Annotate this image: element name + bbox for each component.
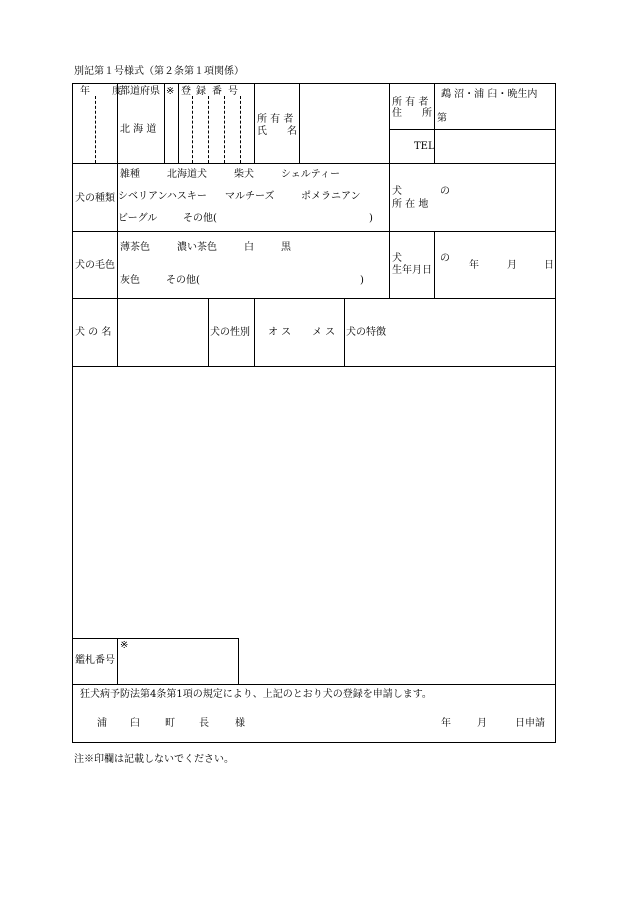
sex-label: 犬の性別 [210, 327, 250, 338]
color-label: 犬の毛色 [75, 260, 115, 271]
breed-option: 柴犬 [234, 169, 254, 180]
tag-label: 鑑札番号 [75, 655, 115, 666]
breed-option: シベリアンハスキー [118, 191, 207, 202]
addressee-char: 浦 [97, 718, 107, 729]
dashed-divider [240, 96, 241, 163]
application-day: 日申請 [515, 718, 545, 729]
color-option: 濃い茶色 [177, 242, 217, 253]
owner-address-label: 所 有 者 [392, 97, 429, 108]
breed-option: マルチーズ [225, 191, 275, 202]
reg-char: 登 [181, 86, 191, 97]
color-other-close: ) [360, 275, 364, 286]
kome-mark: ※ [166, 86, 175, 97]
col-divider [117, 638, 118, 685]
nendo-label: 年 度 [80, 86, 128, 97]
reg-char: 号 [228, 86, 238, 97]
owner-name-label: 所 有 者 [257, 114, 294, 125]
col-divider [164, 83, 165, 163]
addressee-char: 様 [235, 718, 245, 729]
addressee-char: 長 [199, 718, 209, 729]
col-divider [254, 298, 255, 366]
breed-option: シェルティー [281, 169, 340, 180]
tag-kome: ※ [120, 640, 129, 651]
dashed-divider [192, 96, 193, 163]
tel-label: TEL [414, 141, 435, 152]
color-option: 灰色 [120, 275, 140, 286]
dashed-divider [95, 96, 96, 163]
birth-label: 生年月日 [392, 265, 432, 276]
addressee-char: 町 [165, 718, 175, 729]
sex-female: メ ス [312, 327, 336, 338]
breed-option: ビーグル [118, 213, 158, 224]
birth-month: 月 [507, 260, 517, 271]
application-statement: 狂犬病予防法第4条第1項の規定により、上記のとおり犬の登録を申請します。 [80, 689, 432, 700]
breed-other: その他( [183, 213, 217, 224]
breed-label: 犬の種類 [75, 193, 115, 204]
reg-char: 番 [212, 86, 222, 97]
dashed-divider [224, 96, 225, 163]
row-divider [72, 231, 556, 232]
color-option: 黒 [281, 242, 291, 253]
row-divider [72, 163, 556, 164]
col-divider [344, 298, 345, 366]
dog-name-label: 犬 の 名 [75, 327, 112, 338]
col-divider [208, 298, 209, 366]
breed-option: ポメラニアン [301, 191, 361, 202]
prefecture-label: 都道府県 [120, 86, 160, 97]
color-option: 薄茶色 [120, 242, 150, 253]
color-other: その他( [166, 275, 200, 286]
prefecture-value: 北 海 道 [120, 124, 157, 135]
tel-divider [389, 129, 556, 130]
application-month: 月 [477, 718, 487, 729]
col-divider [389, 83, 390, 298]
breed-option: 北海道犬 [167, 169, 207, 180]
location-label: 所 在 地 [392, 199, 429, 210]
dashed-divider [208, 96, 209, 163]
form-title: 別記第１号様式（第２条第１項関係） [74, 66, 244, 77]
birth-year: 年 [469, 260, 479, 271]
breed-other-close: ) [369, 213, 373, 224]
application-year: 年 [441, 718, 451, 729]
col-divider [299, 83, 300, 163]
birth-label: 犬 の [392, 253, 456, 264]
sex-male: オ ス [268, 327, 292, 338]
row-divider [72, 366, 556, 367]
address-towns: 鵡 沼・浦 臼・晩生内 [441, 89, 538, 100]
row-divider [72, 298, 556, 299]
owner-name-label: 氏 名 [257, 126, 297, 137]
birth-day: 日 [544, 260, 554, 271]
col-divider [254, 83, 255, 163]
addressee-char: 臼 [130, 718, 140, 729]
location-label: 犬 の [392, 186, 456, 197]
color-option: 白 [244, 242, 254, 253]
footnote: 注※印欄は記載しないでください。 [74, 754, 234, 765]
col-divider [178, 83, 179, 163]
reg-char: 録 [196, 86, 206, 97]
breed-option: 雑種 [120, 169, 140, 180]
feature-label: 犬の特徴 [346, 327, 386, 338]
owner-address-label: 住 所 [392, 108, 432, 119]
address-dai: 第 [437, 113, 447, 124]
